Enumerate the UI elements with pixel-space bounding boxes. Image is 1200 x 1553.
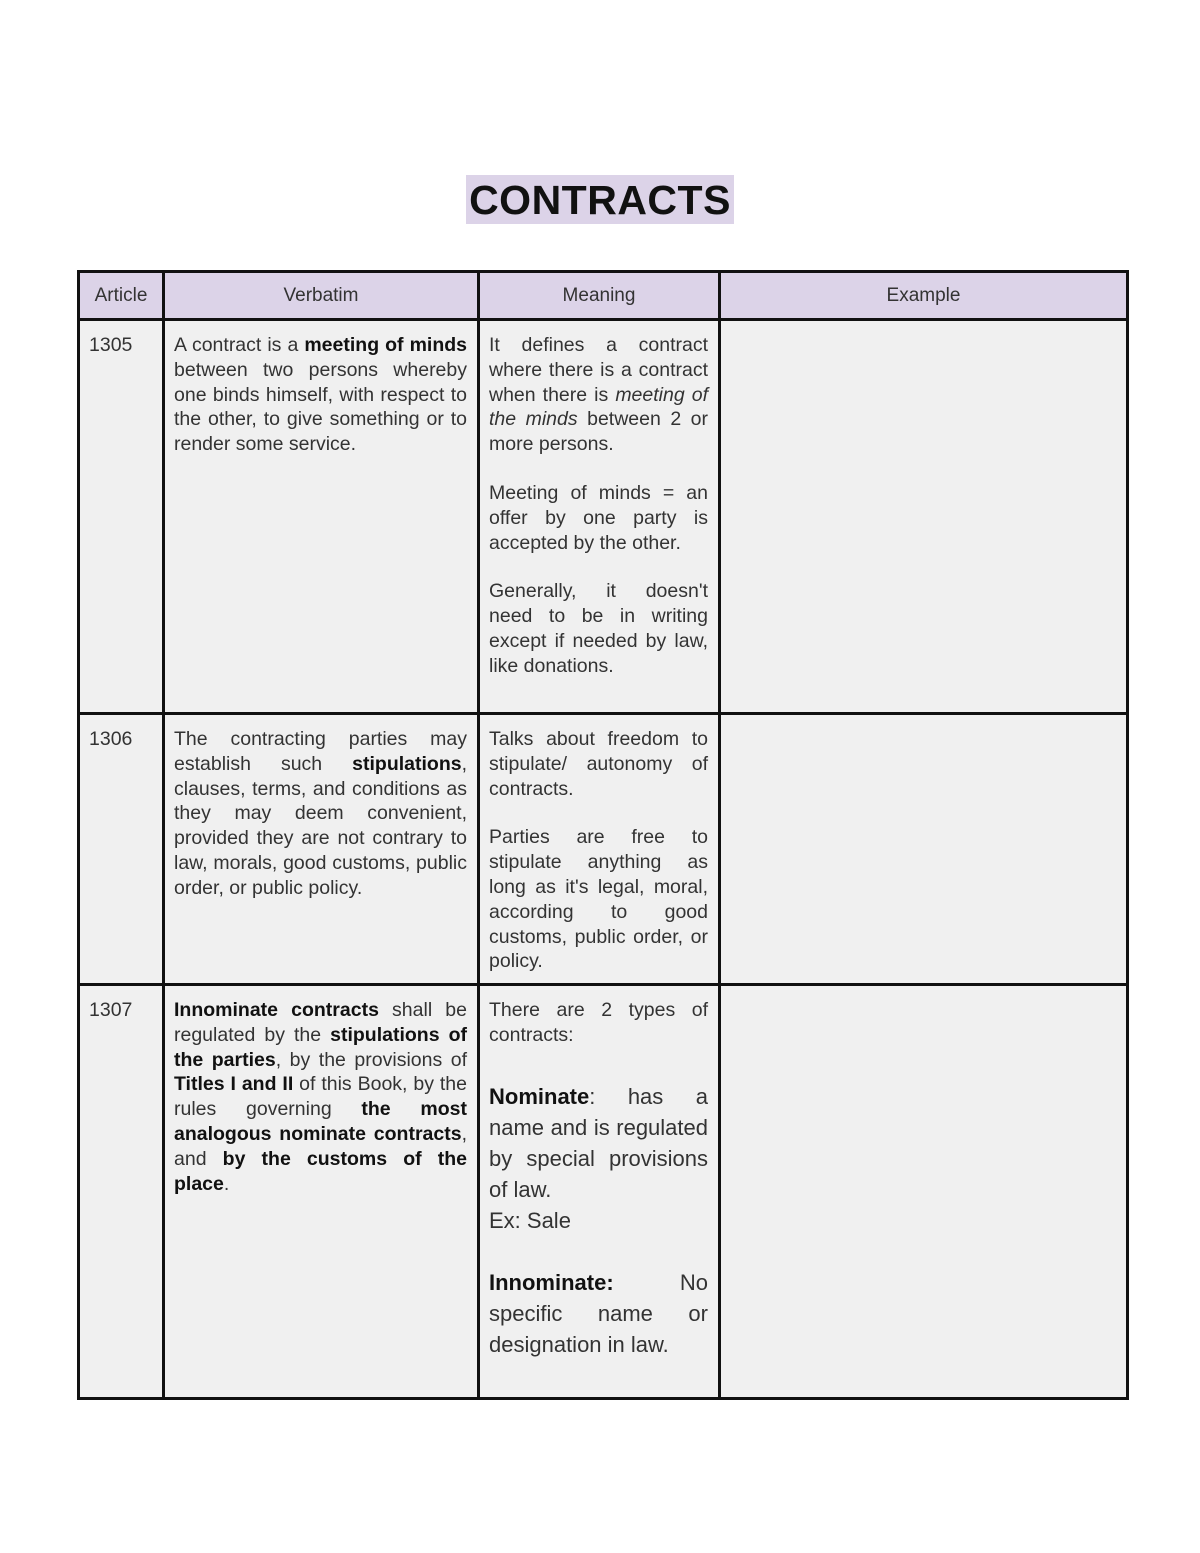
header-article: Article bbox=[79, 272, 164, 320]
meaning-cell bbox=[479, 320, 720, 714]
innominate-text: No specific name or designation in law. bbox=[489, 1269, 708, 1357]
header-example: Example bbox=[720, 272, 1128, 320]
meaning-segment: between 2 or more persons. bbox=[489, 408, 708, 456]
example-cell bbox=[720, 985, 1128, 1399]
meaning-nominate-example: Ex: Sale bbox=[489, 1207, 571, 1233]
example-cell bbox=[720, 714, 1128, 985]
page-title: CONTRACTS bbox=[466, 175, 734, 224]
verbatim-cell bbox=[164, 320, 479, 714]
meaning-paragraph: Meeting of minds = an offer by one party is accepted by the other. bbox=[489, 481, 708, 554]
meaning-intro: There are 2 types of contracts: bbox=[489, 999, 708, 1046]
meaning-segment: It defines a contract where there is a contract when there is bbox=[489, 334, 708, 406]
article-number: 1306 bbox=[79, 714, 164, 985]
verbatim-bold-segment: stipulations bbox=[352, 752, 462, 775]
verbatim-text bbox=[174, 998, 467, 1196]
verbatim-segment: , by the provisions of bbox=[275, 1048, 468, 1071]
meaning-innominate bbox=[489, 1267, 708, 1360]
header-verbatim: Verbatim bbox=[164, 272, 479, 320]
meaning-paragraph: Generally, it doesn't need to be in writing except if needed by law, like donations. bbox=[489, 580, 708, 677]
verbatim-segment: A contract is a bbox=[174, 334, 305, 356]
table-row bbox=[79, 985, 1128, 1399]
verbatim-segment: between two persons whereby one binds himself, with respect to the other, to give something or to render some service. bbox=[174, 358, 467, 456]
spacer bbox=[489, 1048, 708, 1081]
article-number: 1307 bbox=[79, 985, 164, 1399]
title-container bbox=[0, 175, 1200, 224]
header-meaning: Meaning bbox=[479, 272, 720, 320]
nominate-text: : has a name and is regulated by special provisions of law. bbox=[489, 1083, 708, 1202]
verbatim-segment: , and bbox=[174, 1122, 467, 1170]
verbatim-segment: of this Book, by the rules governing bbox=[174, 1073, 467, 1121]
meaning-cell bbox=[479, 714, 720, 985]
meaning-paragraph: Parties are free to stipulate anything as long as it's legal, moral, according to good customs, public order, or policy. bbox=[489, 826, 708, 973]
verbatim-text bbox=[174, 333, 467, 457]
verbatim-bold-segment: Titles I and II bbox=[174, 1073, 294, 1096]
meaning-nominate bbox=[489, 1081, 708, 1205]
verbatim-bold-segment: by the customs of the place bbox=[174, 1147, 467, 1195]
article-number: 1305 bbox=[79, 320, 164, 714]
meaning-italic-segment: meeting of the minds bbox=[489, 383, 708, 431]
table-row bbox=[79, 714, 1128, 985]
meaning-paragraph: Talks about freedom to stipulate/ autonomy of contracts. bbox=[489, 728, 708, 800]
verbatim-segment: shall be regulated by the bbox=[174, 999, 467, 1046]
innominate-label: Innominate: bbox=[489, 1269, 614, 1295]
verbatim-cell bbox=[164, 985, 479, 1399]
verbatim-bold-segment: meeting of minds bbox=[304, 334, 467, 356]
verbatim-bold-segment: the most analogous nominate contracts bbox=[174, 1098, 467, 1145]
verbatim-segment: , clauses, terms, and conditions as they may deem convenient, provided they are not contrary to law, morals, good customs, public order, or public policy. bbox=[174, 752, 467, 899]
verbatim-bold-segment: Innominate contracts bbox=[174, 999, 379, 1021]
table-row bbox=[79, 320, 1128, 714]
spacer bbox=[489, 1236, 708, 1267]
verbatim-text bbox=[174, 727, 467, 901]
table-header-row bbox=[79, 272, 1128, 320]
verbatim-segment: . bbox=[223, 1172, 230, 1195]
verbatim-bold-segment: stipulations of the parties bbox=[174, 1023, 467, 1071]
verbatim-cell bbox=[164, 714, 479, 985]
nominate-label: Nominate bbox=[489, 1083, 590, 1109]
example-cell bbox=[720, 320, 1128, 714]
verbatim-segment: The contracting parties may establish such bbox=[174, 728, 467, 775]
contracts-table bbox=[77, 270, 1129, 1400]
meaning-cell bbox=[479, 985, 720, 1399]
meaning-paragraph bbox=[489, 333, 708, 457]
